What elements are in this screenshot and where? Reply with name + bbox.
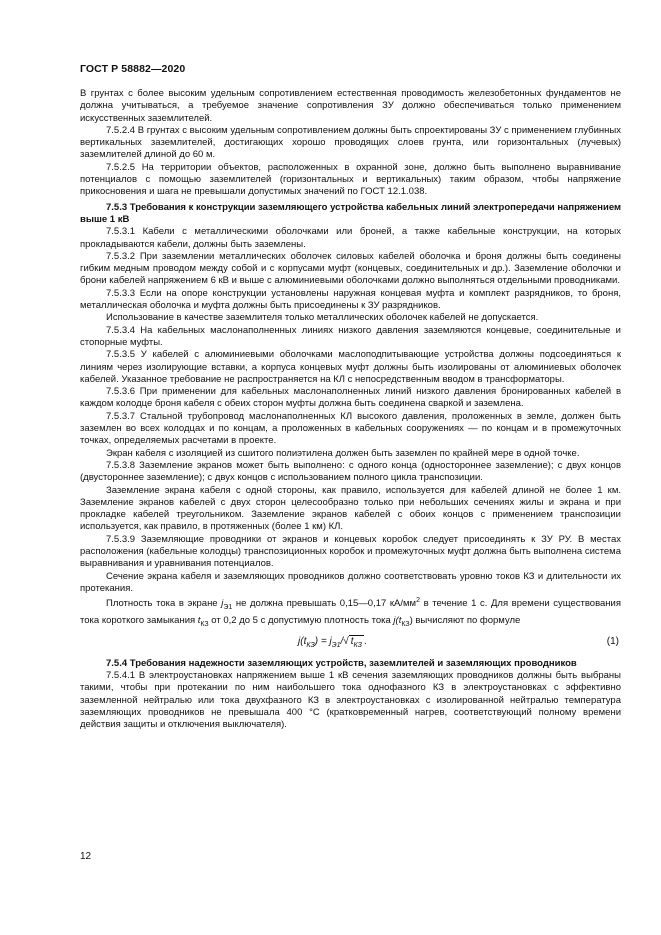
paragraph: 7.5.3.4 На кабельных маслонаполненных линиях низкого давления заземляются концевые, соединительные и стопорные муфты. <box>80 324 621 348</box>
paragraph: 7.5.3.7 Стальной трубопровод маслонаполненных КЛ высокого давления, проложенных в земле, должен быть заземлен во всех колодцах и по концам, а проложенных в кабельных сооружениях — по концам и в промежуточных точках, определяемых расчетами в проекте. <box>80 410 621 447</box>
paragraph: 7.5.4.1 В электроустановках напряжением выше 1 кВ сечения заземляющих проводников должны быть выбраны такими, чтобы при протекании по ним наибольшего тока однофазного КЗ в электроустановках с эффективно заземленной нейтралью или тока двухфазного КЗ в электроустановках с изолированной нейтралью температура заземляющих проводников не превышала 400 °С (кратковременный нагрев, соответствующий полному времени действия защиты и отключения выключателя). <box>80 670 621 731</box>
square-root: $t_{КЗ}$ <box>350 635 362 649</box>
paragraph: Использование в качестве заземлителя только металлических оболочек кабелей не допускается. <box>106 312 539 324</box>
paragraph: Заземление экрана кабеля с одной стороны, как правило, используется для кабелей длиной не более 1 км. Заземление экранов кабелей с двух сторон целесообразно только при небольших сечениях жилы и экрана и при прокладке кабелей треугольником. Заземление экранов кабелей с обоих концов с применением транспозиции используется, как правило, в протяженных (более 1 км) КЛ. <box>80 484 621 533</box>
paragraph: 7.5.3.1 Кабели с металлическими оболочками или броней, а также кабельные конструкции, на которых прокладываются кабели, должны быть заземлены. <box>80 226 621 250</box>
formula-expression: $j(t_{КЗ}) = j_{Э1}/√$ $t_{КЗ}$ . <box>298 635 367 649</box>
section-heading: 7.5.3 Требования к конструкции заземляющего устройства кабельных линий электропередачи напряжением выше 1 кВ <box>80 201 621 225</box>
paragraph: 7.5.2.5 На территории объектов, расположенных в охранной зоне, должно быть выполнено выравнивание потенциалов с помощью заземлителей (горизонтальных и вертикальных) таким образом, чтобы напряжение прикосновения и шага не превышали допустимых значений по ГОСТ 12.1.038. <box>80 161 621 198</box>
paragraph: В грунтах с более высоким удельным сопротивлением естественная проводимость железобетонных фундаментов не должна учитываться, а требуемое значение сопротивления ЗУ должно обеспечиваться только применением искусственных заземлителей. <box>80 88 621 124</box>
document-code-header: ГОСТ Р 58882—2020 <box>80 63 186 75</box>
paragraph: 7.5.3.6 При применении для кабельных маслонаполненных линий низкого давления бронированных кабелей в каждом колодце броня кабеля с обеих сторон муфты должна быть соединена сваркой и заземлена. <box>80 386 621 410</box>
current-density-paragraph: Плотность тока в экране $j_{Э1}$ не должна превышать 0,15—0,17 $кА/мм^2$ в течение 1 с. Для времени существования тока короткого замыкания $t_{КЗ}$ от 0,2 до 5 с допустимую плотность тока $j(t_{КЗ})$ вычисляют по формуле <box>80 597 621 628</box>
paragraph: 7.5.3.8 Заземление экранов может быть выполнено: с одного конца (одностороннее заземление); с двух концов (двустороннее заземление); с двух концов с использованием полного цикла транспозиции. <box>80 459 621 484</box>
paragraph: 7.5.3.3 Если на опоре конструкции установлены наружная концевая муфта и комплект разрядников, то броня, металлическая оболочка и муфта должны быть присоединены к ЗУ разрядников. <box>80 287 621 312</box>
formula-number: (1) <box>606 635 619 647</box>
formula-1 <box>80 633 621 655</box>
paragraph: Сечение экрана кабеля и заземляющих проводников должно соответствовать уровню токов КЗ и длительности их протекания. <box>80 570 621 594</box>
document-body <box>80 88 621 731</box>
paragraph: 7.5.3.2 При заземлении металлических оболочек силовых кабелей оболочка и броня должны быть соединены гибким медным проводом между собой и с корпусами муфт (концевых, соединительных и др.). Заземление оболочки и брони кабелей напряжением 6 кВ и выше с алюминиевыми оболочками должно выполняться отдельными проводниками. <box>80 250 621 287</box>
paragraph: 7.5.3.9 Заземляющие проводники от экранов и концевых коробок следует присоединять к ЗУ РУ. В местах расположения (кабельные колодцы) транспозиционных коробок и промежуточных муфт должна быть выполнена система выравнивания и уравнивания потенциалов. <box>80 533 621 570</box>
page-number: 12 <box>80 851 92 862</box>
paragraph: 7.5.2.4 В грунтах с высоким удельным сопротивлением должны быть спроектированы ЗУ с применением глубинных вертикальных заземлителей, достигающих хорошо проводящих слоев грунта, или горизонтальных (лучевых) заземлителей длиной до 60 м. <box>80 124 621 161</box>
paragraph: Экран кабеля с изоляцией из сшитого полиэтилена должен быть заземлен по крайней мере в одной точке. <box>106 447 580 459</box>
paragraph: 7.5.3.5 У кабелей с алюминиевыми оболочками маслоподпитывающие устройства должны подсоединяться к линиям через изолирующие вставки, а корпуса концевых муфт должны быть изолированы от алюминиевых оболочек кабелей. Указанное требование не распространяется на КЛ с непосредственным вводом в трансформаторы. <box>80 349 621 385</box>
section-heading: 7.5.4 Требования надежности заземляющих устройств, заземлителей и заземляющих проводников <box>106 657 577 669</box>
